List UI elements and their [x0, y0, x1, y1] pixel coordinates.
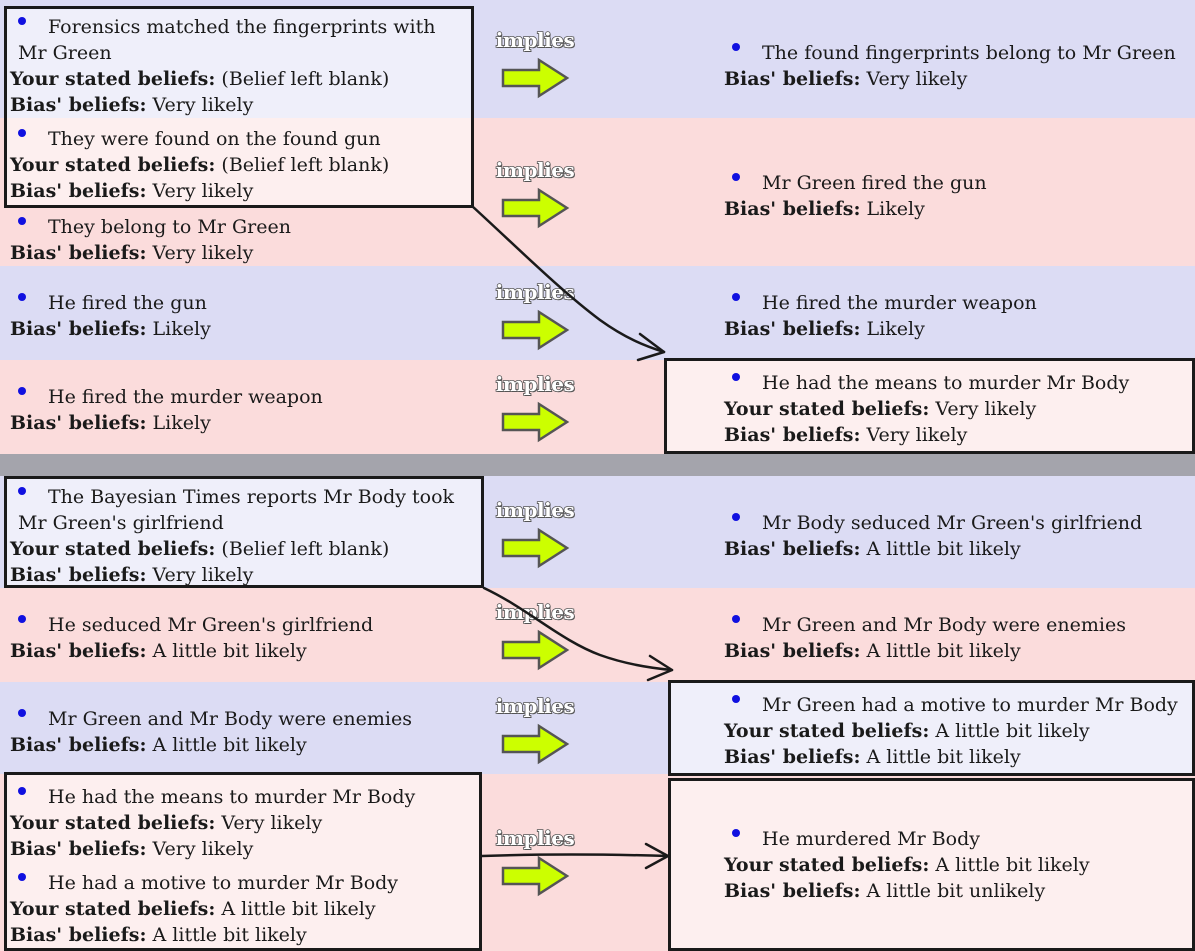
bias-beliefs-label: Bias' beliefs: [10, 318, 140, 340]
premise-statement: He seduced Mr Green's girlfriend Bias' beliefs: A little bit likely: [10, 614, 374, 662]
bias-beliefs-label: Bias' beliefs: [724, 318, 854, 340]
bias-beliefs-value: Very likely: [866, 68, 968, 90]
bullet-icon: [18, 217, 26, 225]
bias-beliefs-value: A little bit likely: [152, 734, 307, 756]
bias-beliefs-value: Very likely: [152, 838, 254, 860]
bias-beliefs-value: Very likely: [152, 242, 254, 264]
bias-beliefs-value: A little bit likely: [866, 538, 1021, 560]
bullet-icon: [732, 615, 740, 623]
implies-indicator: [490, 826, 580, 898]
your-beliefs-label: Your stated beliefs: [10, 538, 209, 560]
statement-text: He had the means to murder Mr Body: [762, 372, 1130, 394]
your-beliefs-label: Your stated beliefs: [724, 720, 923, 742]
bias-beliefs-label: Bias' beliefs: [10, 180, 140, 202]
arrow-right-icon: [499, 400, 571, 444]
bullet-icon: [732, 373, 740, 381]
bullet-icon: [18, 709, 26, 717]
premise-statement: He had a motive to murder Mr Body Your stated beliefs: A little bit likely Bias' beliefs: A little bit likely: [10, 872, 399, 946]
conclusion-statement: He murdered Mr Body Your stated beliefs: A little bit likely Bias' beliefs: A little bit unlikely: [724, 828, 1090, 902]
conclusion-statement: Mr Body seduced Mr Green's girlfriend Bias' beliefs: A little bit likely: [724, 512, 1143, 560]
arrow-right-icon: [499, 308, 571, 352]
statement-text: He fired the murder weapon: [762, 292, 1037, 314]
bullet-icon: [18, 293, 26, 301]
arrow-right-icon: [499, 186, 571, 230]
premise-statement: He fired the murder weapon Bias' beliefs: Likely: [10, 386, 323, 434]
your-beliefs-label: Your stated beliefs: [10, 812, 209, 834]
premise-statement: Forensics matched the fingerprints with Mr Green Your stated beliefs: (Belief left blank) Bias' beliefs: Very likely: [10, 16, 436, 116]
bullet-icon: [732, 829, 740, 837]
implies-indicator: [490, 158, 580, 230]
implies-label: implies: [495, 28, 575, 52]
bias-beliefs-value: A little bit likely: [866, 640, 1021, 662]
bias-beliefs-value: A little bit likely: [152, 640, 307, 662]
your-beliefs-value: (Belief left blank): [221, 538, 390, 560]
implies-indicator: [490, 280, 580, 352]
section-separator: [0, 454, 1195, 476]
bias-beliefs-value: Very likely: [152, 180, 254, 202]
your-beliefs-value: Very likely: [221, 812, 323, 834]
bias-beliefs-label: Bias' beliefs: [724, 880, 854, 902]
arrow-right-icon: [499, 526, 571, 570]
statement-text: The Bayesian Times reports Mr Body took Mr Green's girlfriend: [18, 486, 455, 534]
your-beliefs-value: (Belief left blank): [221, 154, 390, 176]
implies-label: implies: [495, 826, 575, 850]
bias-beliefs-value: Very likely: [866, 424, 968, 446]
statement-text: Mr Green and Mr Body were enemies: [48, 708, 412, 730]
implies-label: implies: [495, 158, 575, 182]
bullet-icon: [18, 487, 26, 495]
statement-text: He had the means to murder Mr Body: [48, 786, 416, 808]
bullet-icon: [18, 17, 26, 25]
premise-statement: He fired the gun Bias' beliefs: Likely: [10, 292, 211, 340]
bias-beliefs-value: Likely: [152, 412, 211, 434]
statement-text: Mr Body seduced Mr Green's girlfriend: [762, 512, 1143, 534]
bias-beliefs-value: Very likely: [152, 94, 254, 116]
statement-text: He murdered Mr Body: [762, 828, 980, 850]
conclusion-statement: Mr Green and Mr Body were enemies Bias' beliefs: A little bit likely: [724, 614, 1126, 662]
premise-statement: Mr Green and Mr Body were enemies Bias' beliefs: A little bit likely: [10, 708, 412, 756]
your-beliefs-label: Your stated beliefs: [10, 154, 209, 176]
bullet-icon: [18, 129, 26, 137]
bullet-icon: [18, 787, 26, 795]
statement-text: Mr Green had a motive to murder Mr Body: [762, 694, 1178, 716]
conclusion-statement: Mr Green had a motive to murder Mr Body Your stated beliefs: A little bit likely Bias' beliefs: A little bit likely: [724, 694, 1178, 768]
statement-text: The found fingerprints belong to Mr Green: [762, 42, 1176, 64]
statement-text: He seduced Mr Green's girlfriend: [48, 614, 374, 636]
implies-indicator: [490, 498, 580, 570]
bias-beliefs-label: Bias' beliefs: [10, 838, 140, 860]
bias-beliefs-label: Bias' beliefs: [10, 412, 140, 434]
implies-indicator: [490, 28, 580, 100]
bias-beliefs-label: Bias' beliefs: [10, 242, 140, 264]
premise-statement: They belong to Mr Green Bias' beliefs: Very likely: [10, 216, 291, 264]
statement-text: Mr Green and Mr Body were enemies: [762, 614, 1126, 636]
implies-indicator: [490, 694, 580, 766]
bias-beliefs-value: Likely: [866, 198, 925, 220]
premise-statement: They were found on the found gun Your stated beliefs: (Belief left blank) Bias' beliefs: Very likely: [10, 128, 390, 202]
implies-label: implies: [495, 694, 575, 718]
your-beliefs-label: Your stated beliefs: [724, 854, 923, 876]
statement-text: Mr Green fired the gun: [762, 172, 987, 194]
implies-label: implies: [495, 498, 575, 522]
implies-indicator: [490, 372, 580, 444]
your-beliefs-value: (Belief left blank): [221, 68, 390, 90]
bullet-icon: [732, 695, 740, 703]
bias-beliefs-label: Bias' beliefs: [724, 424, 854, 446]
statement-text: Forensics matched the fingerprints with Mr Green: [18, 16, 436, 64]
statement-text: They were found on the found gun: [48, 128, 381, 150]
conclusion-statement: Mr Green fired the gun Bias' beliefs: Likely: [724, 172, 987, 220]
arrow-right-icon: [499, 722, 571, 766]
your-beliefs-label: Your stated beliefs: [724, 398, 923, 420]
bullet-icon: [732, 513, 740, 521]
arrow-right-icon: [499, 56, 571, 100]
arrow-right-icon: [499, 854, 571, 898]
your-beliefs-value: A little bit likely: [935, 720, 1090, 742]
statement-text: He fired the murder weapon: [48, 386, 323, 408]
bias-beliefs-value: A little bit likely: [152, 924, 307, 946]
your-beliefs-value: A little bit likely: [935, 854, 1090, 876]
bias-beliefs-label: Bias' beliefs: [10, 640, 140, 662]
premise-statement: The Bayesian Times reports Mr Body took Mr Green's girlfriend Your stated beliefs: (Belief left blank) Bias' beliefs: Very likely: [10, 486, 455, 586]
your-beliefs-label: Your stated beliefs: [10, 68, 209, 90]
statement-text: They belong to Mr Green: [48, 216, 291, 238]
bias-beliefs-label: Bias' beliefs: [724, 538, 854, 560]
bias-beliefs-value: Very likely: [152, 564, 254, 586]
your-beliefs-value: A little bit likely: [221, 898, 376, 920]
your-beliefs-value: Very likely: [935, 398, 1037, 420]
bias-beliefs-label: Bias' beliefs: [10, 924, 140, 946]
implies-indicator: [490, 600, 580, 672]
bias-beliefs-value: Likely: [152, 318, 211, 340]
bullet-icon: [18, 387, 26, 395]
conclusion-statement: The found fingerprints belong to Mr Green Bias' beliefs: Very likely: [724, 42, 1176, 90]
bias-beliefs-label: Bias' beliefs: [724, 746, 854, 768]
bias-beliefs-label: Bias' beliefs: [10, 94, 140, 116]
bullet-icon: [732, 293, 740, 301]
bias-beliefs-value: Likely: [866, 318, 925, 340]
implies-label: implies: [495, 372, 575, 396]
your-beliefs-label: Your stated beliefs: [10, 898, 209, 920]
bias-beliefs-label: Bias' beliefs: [724, 640, 854, 662]
bias-beliefs-value: A little bit unlikely: [866, 880, 1046, 902]
bias-beliefs-value: A little bit likely: [866, 746, 1021, 768]
implies-label: implies: [495, 280, 575, 304]
statement-text: He fired the gun: [48, 292, 207, 314]
bias-beliefs-label: Bias' beliefs: [724, 68, 854, 90]
implies-label: implies: [495, 600, 575, 624]
statement-text: He had a motive to murder Mr Body: [48, 872, 399, 894]
bias-beliefs-label: Bias' beliefs: [724, 198, 854, 220]
bias-beliefs-label: Bias' beliefs: [10, 564, 140, 586]
bias-beliefs-label: Bias' beliefs: [10, 734, 140, 756]
bullet-icon: [18, 873, 26, 881]
bullet-icon: [732, 173, 740, 181]
conclusion-statement: He had the means to murder Mr Body Your stated beliefs: Very likely Bias' beliefs: Very likely: [724, 372, 1130, 446]
bullet-icon: [732, 43, 740, 51]
bullet-icon: [18, 615, 26, 623]
premise-statement: He had the means to murder Mr Body Your stated beliefs: Very likely Bias' beliefs: Very likely: [10, 786, 416, 860]
arrow-right-icon: [499, 628, 571, 672]
conclusion-statement: He fired the murder weapon Bias' beliefs: Likely: [724, 292, 1037, 340]
